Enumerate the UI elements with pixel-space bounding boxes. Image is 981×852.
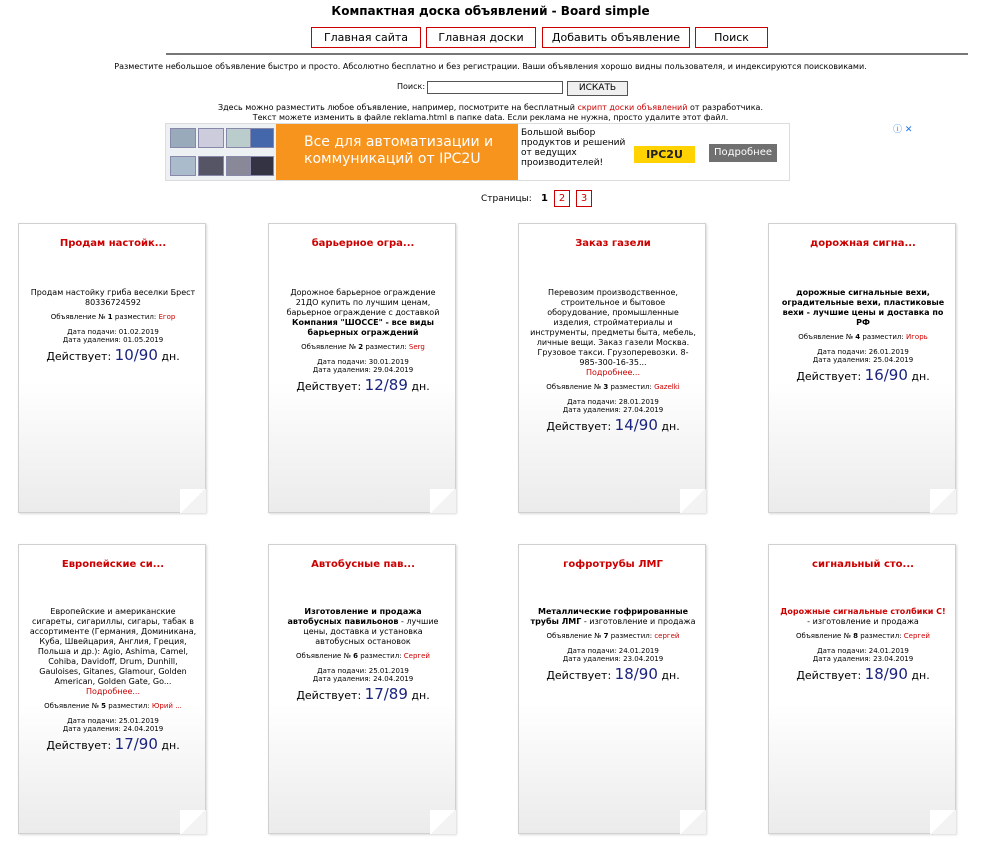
nav-board-home-button[interactable]: Главная доски bbox=[426, 27, 536, 48]
pager-link-2[interactable]: 2 bbox=[554, 190, 570, 207]
card-text: Дорожные сигнальные столбики С! - изготовление и продажа bbox=[780, 607, 946, 626]
nav-site-home-button[interactable]: Главная сайта bbox=[311, 27, 421, 48]
card-author: Егор bbox=[158, 313, 176, 321]
ad-headline: Все для автоматизации и коммуникаций от IPC2U bbox=[276, 124, 518, 180]
card-author: Игорь bbox=[906, 333, 928, 341]
product-image bbox=[170, 156, 196, 176]
card-text: Металлические гофрированные трубы ЛМГ - изготовление и продажа bbox=[530, 607, 696, 626]
card-meta: Объявление № 8 разместил: Сергей bbox=[796, 632, 930, 640]
card-title[interactable]: сигнальный сто... bbox=[812, 559, 914, 570]
info-line1-before: Здесь можно разместить любое объявление, например, посмотрите на бесплатный bbox=[218, 103, 578, 112]
product-image bbox=[170, 128, 196, 148]
ad-card[interactable] bbox=[768, 223, 956, 513]
card-text: Перевозим производственное, строительное и бытовое оборудование, промышленные изделия, стройматериалы и инструменты, предметы быта, мебель, личные вещи. Заказ газели Москва. Грузовое такси. Грузоперевозки. 8-985-300-16-35... Подробнее... bbox=[530, 288, 696, 377]
product-image bbox=[250, 128, 274, 148]
card-meta: Объявление № 6 разместил: Сергей bbox=[296, 652, 430, 660]
ad-card[interactable] bbox=[518, 544, 706, 834]
ad-choices-icon[interactable]: ⓘ ✕ bbox=[893, 125, 913, 135]
search-submit-button[interactable]: ИСКАТЬ bbox=[567, 81, 628, 96]
card-title[interactable]: Продам настойк... bbox=[59, 238, 167, 249]
card-title[interactable]: Автобусные пав... bbox=[311, 559, 415, 570]
product-image bbox=[226, 156, 252, 176]
product-image bbox=[226, 128, 252, 148]
card-dates: Дата подачи: 26.01.2019 Дата удаления: 25.04.2019 bbox=[812, 348, 914, 364]
product-image bbox=[198, 128, 224, 148]
nav-add-ad-button[interactable]: Добавить объявление bbox=[542, 27, 690, 48]
card-dates: Дата подачи: 30.01.2019 Дата удаления: 29.04.2019 bbox=[312, 358, 414, 374]
card-title[interactable]: дорожная сигна... bbox=[810, 238, 916, 249]
pager-label: Страницы: bbox=[481, 194, 532, 204]
card-author: Сергей bbox=[403, 652, 430, 660]
card-meta: Объявление № 5 разместил: Юрий ... bbox=[44, 702, 182, 710]
ad-logo: IPC2U bbox=[634, 146, 695, 163]
product-image bbox=[250, 156, 274, 176]
card-title[interactable]: гофротрубы ЛМГ bbox=[563, 559, 663, 570]
card-meta: Объявление № 3 разместил: Gazelki bbox=[546, 383, 680, 391]
card-body bbox=[29, 607, 197, 751]
card-active: Действует: 18/90 дн. bbox=[546, 665, 680, 683]
ad-banner[interactable] bbox=[165, 123, 790, 181]
card-dates: Дата подачи: 24.01.2019 Дата удаления: 23.04.2019 bbox=[562, 647, 664, 663]
card-active: Действует: 10/90 дн. bbox=[46, 346, 180, 364]
card-body bbox=[529, 607, 697, 681]
card-active: Действует: 12/89 дн. bbox=[296, 376, 430, 394]
nav-search-button[interactable]: Поиск bbox=[695, 27, 768, 48]
script-link[interactable]: скрипт доски объявлений bbox=[577, 103, 688, 112]
card-body bbox=[29, 288, 197, 362]
pagination bbox=[0, 190, 981, 208]
card-dates: Дата подачи: 24.01.2019 Дата удаления: 23.04.2019 bbox=[812, 647, 914, 663]
card-author: Gazelki bbox=[654, 383, 680, 391]
card-title[interactable]: Заказ газели bbox=[575, 238, 651, 249]
card-active: Действует: 14/90 дн. bbox=[546, 416, 680, 434]
card-text: Продам настойку гриба веселки Брест 80336724592 bbox=[30, 288, 196, 307]
ad-card[interactable] bbox=[268, 223, 456, 513]
card-text: Изготовление и продажа автобусных павильонов - лучшие цены, доставка и установка автобусных остановок bbox=[287, 607, 439, 646]
card-active: Действует: 18/90 дн. bbox=[796, 665, 930, 683]
ad-product-images bbox=[166, 124, 276, 180]
pager-current: 1 bbox=[541, 193, 548, 204]
info-text bbox=[0, 103, 981, 123]
product-image bbox=[198, 156, 224, 176]
info-line2: Текст можете изменить в файле reklama.html в папке data. Если реклама не нужна, просто удалите этот файл. bbox=[252, 113, 729, 122]
card-author: сергей bbox=[654, 632, 680, 640]
card-author: Serg bbox=[408, 343, 425, 351]
card-meta: Объявление № 2 разместил: Serg bbox=[301, 343, 425, 351]
card-dates: Дата подачи: 28.01.2019 Дата удаления: 27.04.2019 bbox=[562, 398, 664, 414]
card-body bbox=[779, 607, 947, 681]
main-nav bbox=[0, 27, 981, 48]
card-dates: Дата подачи: 25.01.2019 Дата удаления: 24.04.2019 bbox=[312, 667, 414, 683]
ad-description: Большой выбор продуктов и решений от ведущих производителей! bbox=[521, 128, 626, 168]
ad-card[interactable] bbox=[768, 544, 956, 834]
card-active: Действует: 17/89 дн. bbox=[296, 685, 430, 703]
pager-link-3[interactable]: 3 bbox=[576, 190, 592, 207]
card-author: Сергей bbox=[903, 632, 930, 640]
card-dates: Дата подачи: 25.01.2019 Дата удаления: 24.04.2019 bbox=[62, 717, 164, 733]
card-active: Действует: 17/90 дн. bbox=[46, 735, 180, 753]
ad-card[interactable] bbox=[268, 544, 456, 834]
card-text: Дорожное барьерное ограждение 21ДО купить по лучшим ценам, барьерное ограждение с доставкой Компания "ШОССЕ" - все виды барьерных ограждений bbox=[286, 288, 440, 337]
card-title[interactable]: барьерное огра... bbox=[311, 238, 415, 249]
card-meta: Объявление № 4 разместил: Игорь bbox=[798, 333, 928, 341]
read-more-link[interactable]: Подробнее... bbox=[85, 687, 141, 696]
card-meta: Объявление № 1 разместил: Егор bbox=[50, 313, 176, 321]
card-body bbox=[279, 607, 447, 701]
card-body bbox=[279, 288, 447, 392]
info-line1-after: от разработчика. bbox=[687, 103, 763, 112]
ad-card[interactable] bbox=[18, 223, 206, 513]
card-title[interactable]: Европейские си... bbox=[61, 559, 165, 570]
card-dates: Дата подачи: 01.02.2019 Дата удаления: 01.05.2019 bbox=[62, 328, 164, 344]
card-active: Действует: 16/90 дн. bbox=[796, 366, 930, 384]
card-text: дорожные сигнальные вехи, оградительные вехи, пластиковые вехи - лучшие цены и доставка по РФ bbox=[781, 288, 945, 327]
intro-text: Разместите небольшое объявление быстро и просто. Абсолютно бесплатно и без регистрации. Ваши объявления хорошо видны пользователя, и индексируются поисковиками. bbox=[114, 62, 867, 71]
ad-more-button[interactable]: Подробнее bbox=[709, 144, 777, 162]
search-label: Поиск: bbox=[397, 82, 426, 91]
card-body bbox=[779, 288, 947, 382]
search-bar bbox=[0, 81, 981, 95]
ad-card[interactable] bbox=[518, 223, 706, 513]
ad-card[interactable] bbox=[18, 544, 206, 834]
card-author: Юрий ... bbox=[151, 702, 182, 710]
card-meta: Объявление № 7 разместил: сергей bbox=[546, 632, 680, 640]
card-text: Европейские и американские сигареты, сигариллы, сигары, табак в ассортименте (Германия, Доминикана, Куба, Швейцария, Англия, Греция, Польша и др.): Agio, Ashima, Camel, Cohiba, Davidoff, Drum, Dunhill, Gauloises, Gitanes, Glamour, Golden American, Golden Gate, Go... Подробнее... bbox=[29, 607, 197, 696]
divider bbox=[166, 53, 968, 55]
card-body bbox=[529, 288, 697, 432]
read-more-link[interactable]: Подробнее... bbox=[585, 368, 641, 377]
page-title: Компактная доска объявлений - Board simple bbox=[331, 4, 650, 18]
search-input[interactable] bbox=[427, 81, 563, 94]
